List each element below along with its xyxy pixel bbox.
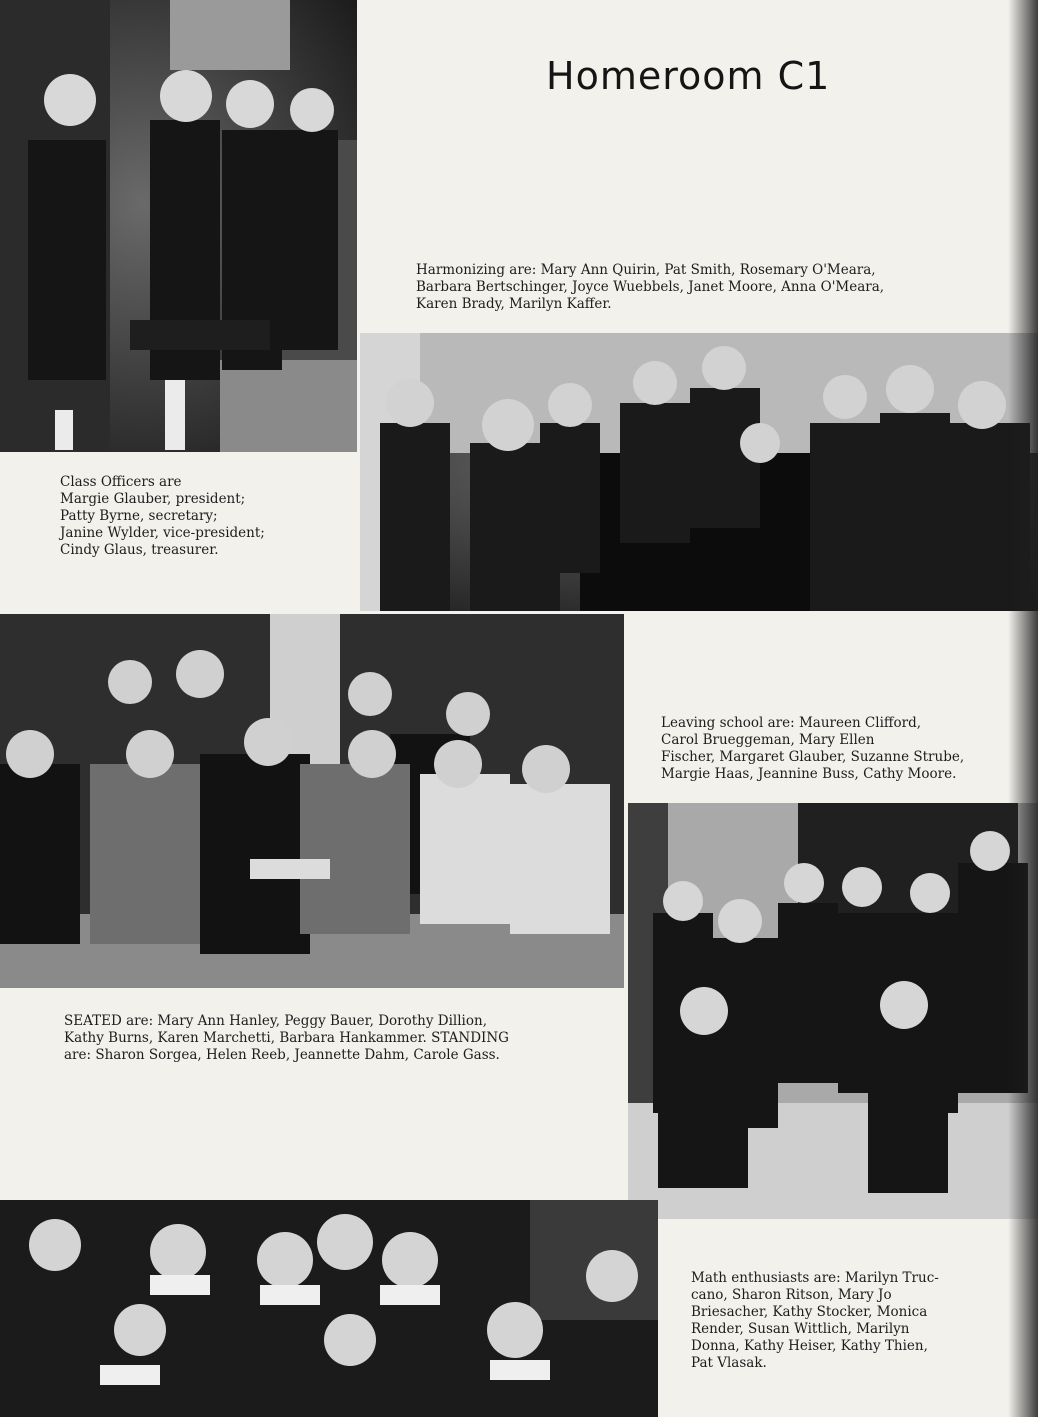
seated-standing-caption: SEATED are: Mary Ann Hanley, Peggy Bauer, Dorothy Dillion, Kathy Burns, Karen Marchetti, Barbara Hankammer. STANDING are: Sharon Sorgea, Helen Reeb, Jeannette Dahm, Carole Gass. bbox=[64, 1013, 509, 1063]
page-title: Homeroom C1 bbox=[546, 54, 831, 98]
page-gutter-shadow bbox=[1008, 0, 1038, 1417]
leaving-school-photo bbox=[628, 803, 1038, 1219]
math-enthusiasts-caption: Math enthusiasts are: Marilyn Truc- cano, Sharon Ritson, Mary Jo Briesacher, Kathy Stocker, Monica Render, Susan Wittlich, Marilyn Donna, Kathy Heiser, Kathy Thien, Pat Vlasak. bbox=[691, 1270, 939, 1371]
leaving-school-caption: Leaving school are: Maureen Clifford, Carol Brueggeman, Mary Ellen Fischer, Margaret Glauber, Suzanne Strube, Margie Haas, Jeannine Buss, Cathy Moore. bbox=[661, 715, 965, 782]
harmonizing-caption: Harmonizing are: Mary Ann Quirin, Pat Smith, Rosemary O'Meara, Barbara Bertschinger, Joyce Wuebbels, Janet Moore, Anna O'Meara, Karen Brady, Marilyn Kaffer. bbox=[416, 262, 885, 312]
harmonizing-photo bbox=[360, 333, 1038, 611]
class-officers-caption: Class Officers are Margie Glauber, president; Patty Byrne, secretary; Janine Wylder, vice-president; Cindy Glaus, treasurer. bbox=[60, 474, 265, 558]
math-enthusiasts-photo bbox=[0, 1200, 658, 1417]
class-officers-photo bbox=[0, 0, 357, 452]
seated-standing-photo bbox=[0, 614, 624, 988]
